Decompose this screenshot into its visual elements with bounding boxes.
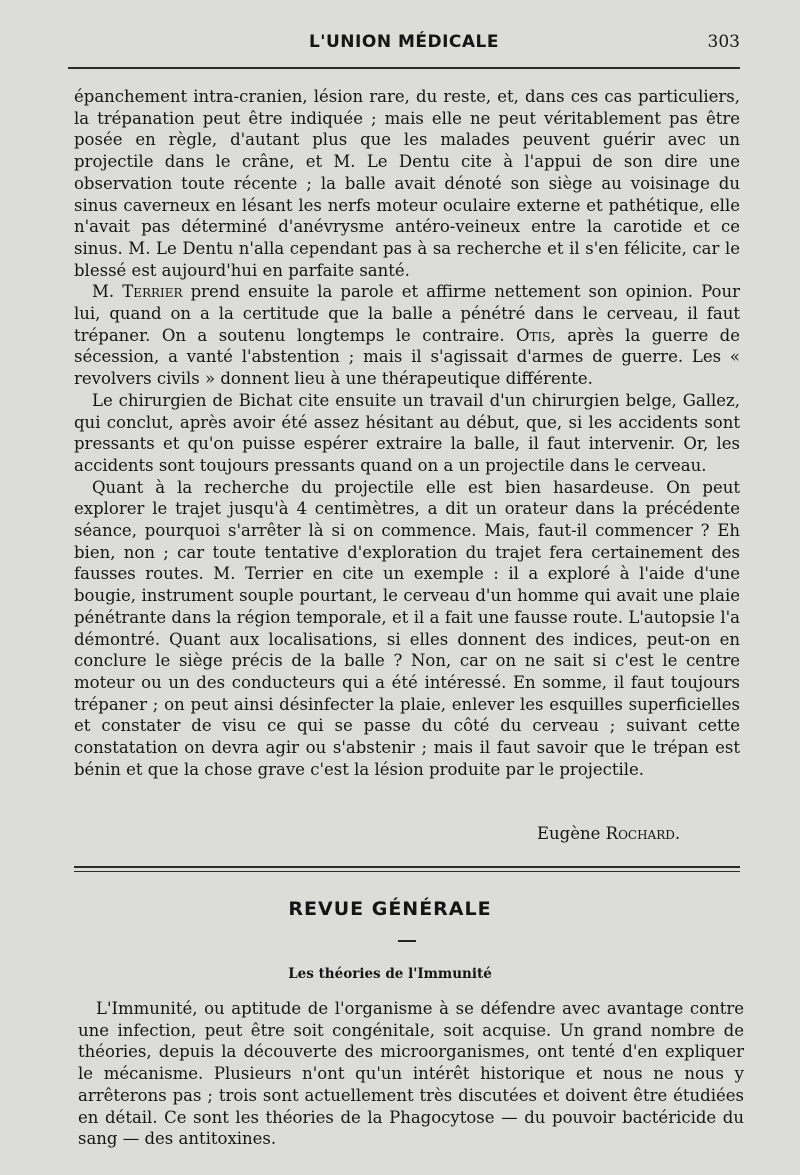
running-title: L'UNION MÉDICALE <box>308 32 500 52</box>
article-paragraph-3: Le chirurgien de Bichat cite ensuite un travail d'un chirurgien belge, Gallez, qui conclut, après avoir été assez hésitant au début, que, si les accidents sont pressants et qu'on puisse espérer extraire la balle, il faut intervenir. Or, les accidents sont toujours pressants quand on a un projectile dans le cerveau. <box>74 390 740 475</box>
speaker-prefix: M. <box>92 282 123 302</box>
section-paragraph-1: L'Immunité, ou aptitude de l'organisme à se défendre avec avantage contre une infection, peut être soit congénitale, soit acquise. Un grand nombre de théories, depuis la découverte des microorganismes, ont tenté d'en expliquer le mécanisme. Plusieurs n'ont qu'un intérêt historique et nous ne nous y arrêterons pas ; trois sont actuellement très discutées et doivent être étudiées en détail. Ce sont les théories de la Phagocytose — du pouvoir bactéricide du sang — des antitoxines. <box>78 999 744 1149</box>
page-number: 303 <box>707 32 740 52</box>
signature-period: . <box>674 824 681 843</box>
section-title: REVUE GÉNÉRALE <box>288 898 492 920</box>
speaker-name: Terrier <box>122 282 183 302</box>
signature-first-name: Eugène <box>537 824 606 843</box>
section-divider-top <box>74 866 740 868</box>
page-header <box>68 32 740 60</box>
article-paragraph-1: épanchement intra-cranien, lésion rare, du reste, et, dans ces cas particuliers, la trépanation peut être indiquée ; mais elle ne peut véritablement pas être posée en règle, d'autant plus que les malades peuvent guérir avec un projectile dans le crâne, et M. Le Dentu cite à l'appui de son dire une observation toute récente ; la balle avait dénoté son siège au voisinage du sinus caverneux en lésant les nerfs moteur oculaire externe et pathétique, elle n'avait pas déterminé d'anévrysme antéro-veineux entre la carotide et ce sinus. M. Le Dentu n'alla cependant pas à sa recherche et il s'en félicite, car le blessé est aujourd'hui en parfaite santé. <box>74 87 740 280</box>
paragraph-2-text-b: , après la guerre de sécession, a vanté l'abstention ; mais il s'agissait d'armes de guerre. Les « revolvers civils » donnent lieu à une thérapeutique différente. <box>74 325 740 389</box>
section-subtitle: Les théories de l'Immunité <box>288 966 492 982</box>
article-paragraph-4: Quant à la recherche du projectile elle est bien hasardeuse. On peut explorer le trajet jusqu'à 4 centimètres, a dit un orateur dans la précédente séance, pourquoi s'arrêter là si on commence. Mais, faut-il commencer ? Eh bien, non ; car toute tentative d'exploration du trajet fera certainement des fausses routes. M. Terrier en cite un exemple : il a exploré à l'aide d'une bougie, instrument souple pourtant, le cerveau d'un homme qui avait une plaie pénétrante dans la région temporale, et il a fait une fausse route. L'autopsie l'a démontré. Quant aux localisations, si elles donnent des indices, peut-on en conclure le siège précis de la balle ? Non, car on ne sait si c'est le centre moteur ou un des conducteurs qui a été intéressé. En somme, il faut toujours trépaner ; on peut ainsi désinfecter la plaie, enlever les esquilles superficielles et constater de visu ce qui se passe du côté du cerveau ; suivant cette constatation on devra agir ou s'abstenir ; mais il faut savoir que le trépan est bénin et que la chose grave c'est la lésion produite par le projectile. <box>74 477 740 779</box>
header-rule <box>68 67 740 69</box>
signature-last-name: Rochard <box>605 824 675 843</box>
article-paragraph-2 <box>74 281 740 390</box>
cited-author: Otis <box>516 325 551 345</box>
paragraph-2-text-a: prend ensuite la parole et affirme nettement son opinion. Pour lui, quand on a la certitude que la balle a pénétré dans le cerveau, il faut trépaner. On a soutenu longtemps le contraire. <box>74 282 740 345</box>
title-dash <box>398 940 416 942</box>
article-body <box>74 86 740 781</box>
section-body <box>78 998 744 1150</box>
section-divider-bottom <box>74 871 740 872</box>
author-signature <box>537 824 680 843</box>
